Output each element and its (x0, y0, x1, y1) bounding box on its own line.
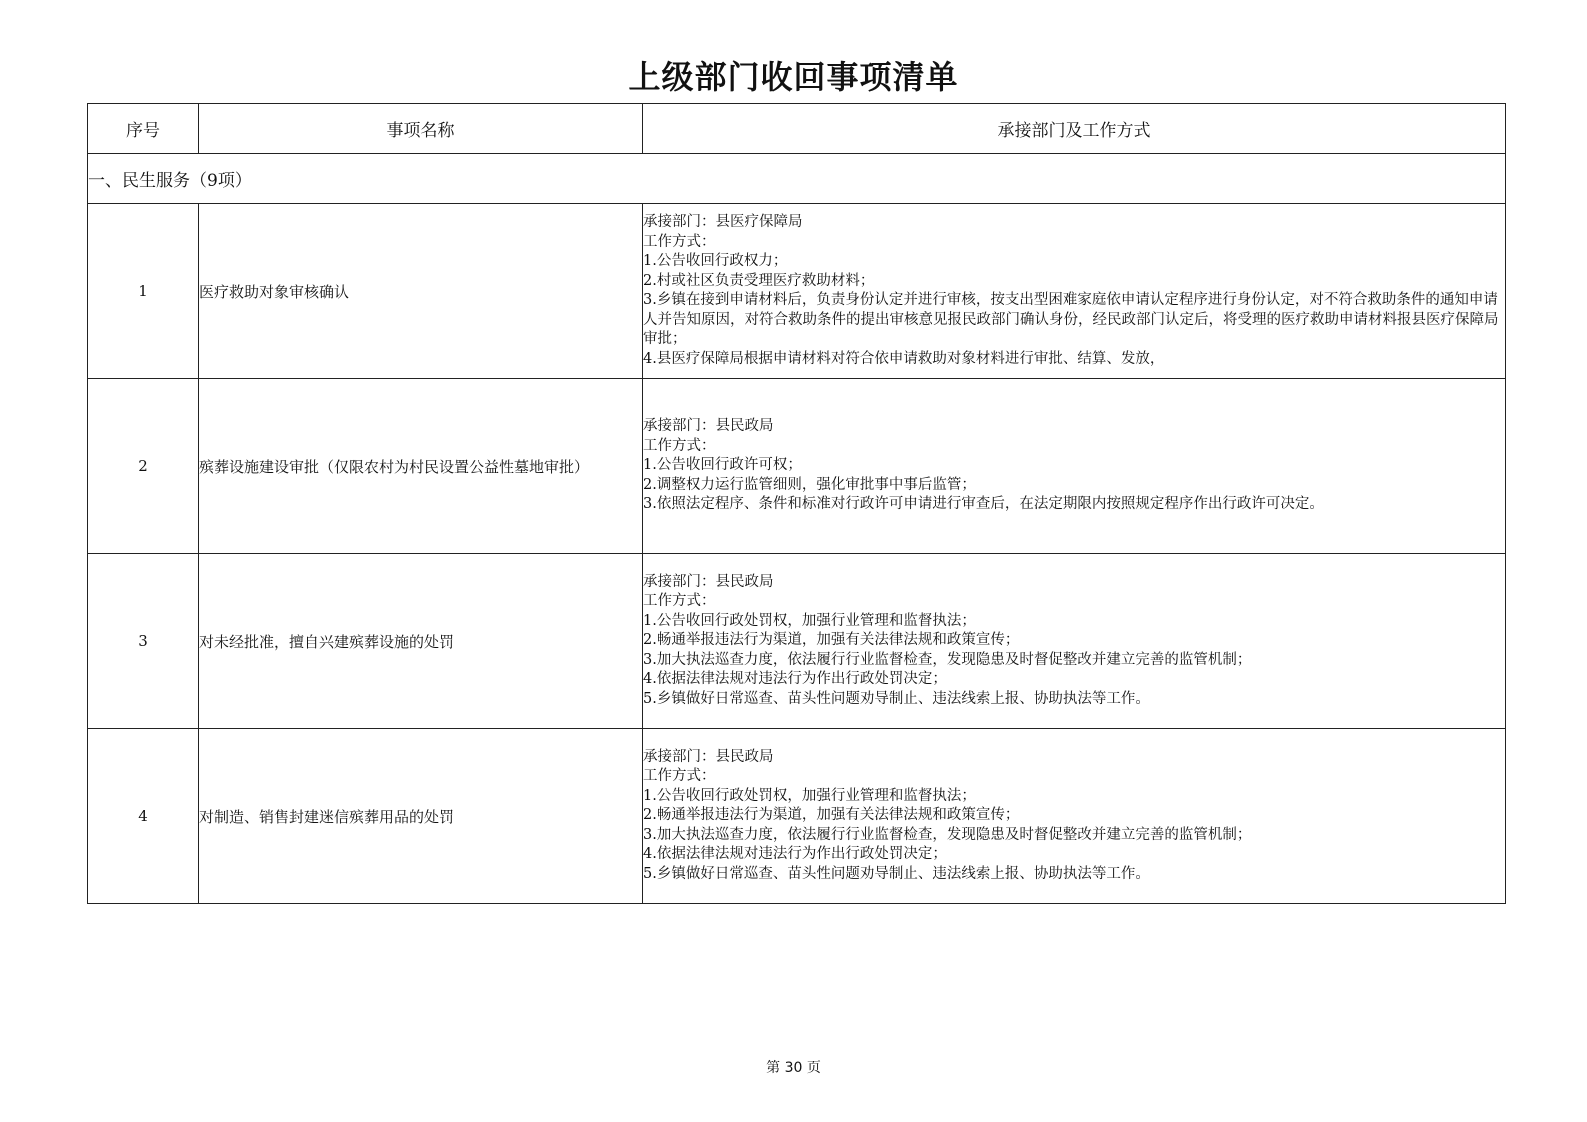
method-line: 4.依据法律法规对违法行为作出行政处罚决定； (643, 671, 947, 688)
method-line: 3.乡镇在接到申请材料后，负责身份认定并进行审核，按支出型困难家庭依申请认定程序进行身份认定，对不符合救助条件的通知申请人并告知原因，对符合救助条件的提出审核意见报民政部门确认身份，经民政部门认定后，将受理的医疗救助申请材料报县医疗保障局审批； (643, 292, 1499, 347)
row-name: 医疗救助对象审核确认 (199, 204, 643, 379)
section-row (88, 154, 1506, 204)
table-row (88, 379, 1506, 554)
table-row (88, 204, 1506, 379)
method-line: 3.加大执法巡查力度，依法履行行业监督检查，发现隐患及时督促整改并建立完善的监管机制； (643, 826, 1252, 843)
method-line: 2.调整权力运行监管细则，强化审批事中事后监管； (643, 476, 976, 493)
method-line: 工作方式： (643, 593, 716, 610)
header-row (88, 104, 1506, 154)
table-row (88, 554, 1506, 729)
items-table (87, 103, 1506, 904)
header-method: 承接部门及工作方式 (643, 104, 1506, 154)
method-line: 承接部门：县医疗保障局 (643, 214, 803, 230)
method-line: 1.公告收回行政权力； (643, 253, 788, 269)
row-seq: 4 (88, 729, 199, 904)
method-line: 5.乡镇做好日常巡查、苗头性问题劝导制止、违法线索上报、协助执法等工作。 (643, 690, 1150, 707)
method-line: 承接部门：县民政局 (643, 748, 774, 765)
method-line: 承接部门：县民政局 (643, 573, 774, 590)
method-line: 4.县医疗保障局根据申请材料对符合依申请救助对象材料进行审批、结算、发放， (643, 350, 1165, 367)
method-line: 2.畅通举报违法行为渠道，加强有关法律法规和政策宣传； (643, 632, 1020, 649)
row-method (643, 729, 1506, 904)
page-number: 第 30 页 (766, 1060, 821, 1076)
table-row (88, 729, 1506, 904)
row-name: 对未经批准，擅自兴建殡葬设施的处罚 (199, 554, 643, 729)
method-line: 工作方式： (643, 768, 716, 785)
page-title: 上级部门收回事项清单 (628, 58, 959, 96)
row-method (643, 204, 1506, 379)
row-name: 对制造、销售封建迷信殡葬用品的处罚 (199, 729, 643, 904)
method-line: 工作方式： (643, 437, 716, 454)
method-line: 3.依照法定程序、条件和标准对行政许可申请进行审查后，在法定期限内按照规定程序作出行政许可决定。 (643, 496, 1324, 513)
row-method (643, 379, 1506, 554)
row-name: 殡葬设施建设审批（仅限农村为村民设置公益性墓地审批） (199, 379, 643, 554)
row-seq: 2 (88, 379, 199, 554)
method-line: 4.依据法律法规对违法行为作出行政处罚决定； (643, 846, 947, 863)
method-line: 2.畅通举报违法行为渠道，加强有关法律法规和政策宣传； (643, 807, 1020, 824)
header-seq: 序号 (88, 104, 199, 154)
method-line: 2.村或社区负责受理医疗救助材料； (643, 272, 875, 289)
row-method (643, 554, 1506, 729)
method-line: 1.公告收回行政处罚权，加强行业管理和监督执法； (643, 612, 976, 629)
method-line: 5.乡镇做好日常巡查、苗头性问题劝导制止、违法线索上报、协助执法等工作。 (643, 865, 1150, 882)
row-seq: 1 (88, 204, 199, 379)
header-name: 事项名称 (199, 104, 643, 154)
method-line: 1.公告收回行政处罚权，加强行业管理和监督执法； (643, 787, 976, 804)
method-line: 3.加大执法巡查力度，依法履行行业监督检查，发现隐患及时督促整改并建立完善的监管机制； (643, 651, 1252, 668)
section-heading: 一、民生服务（9项） (88, 154, 1506, 204)
row-seq: 3 (88, 554, 199, 729)
method-line: 工作方式： (643, 233, 716, 250)
method-line: 承接部门：县民政局 (643, 418, 774, 435)
method-line: 1.公告收回行政许可权； (643, 457, 802, 474)
